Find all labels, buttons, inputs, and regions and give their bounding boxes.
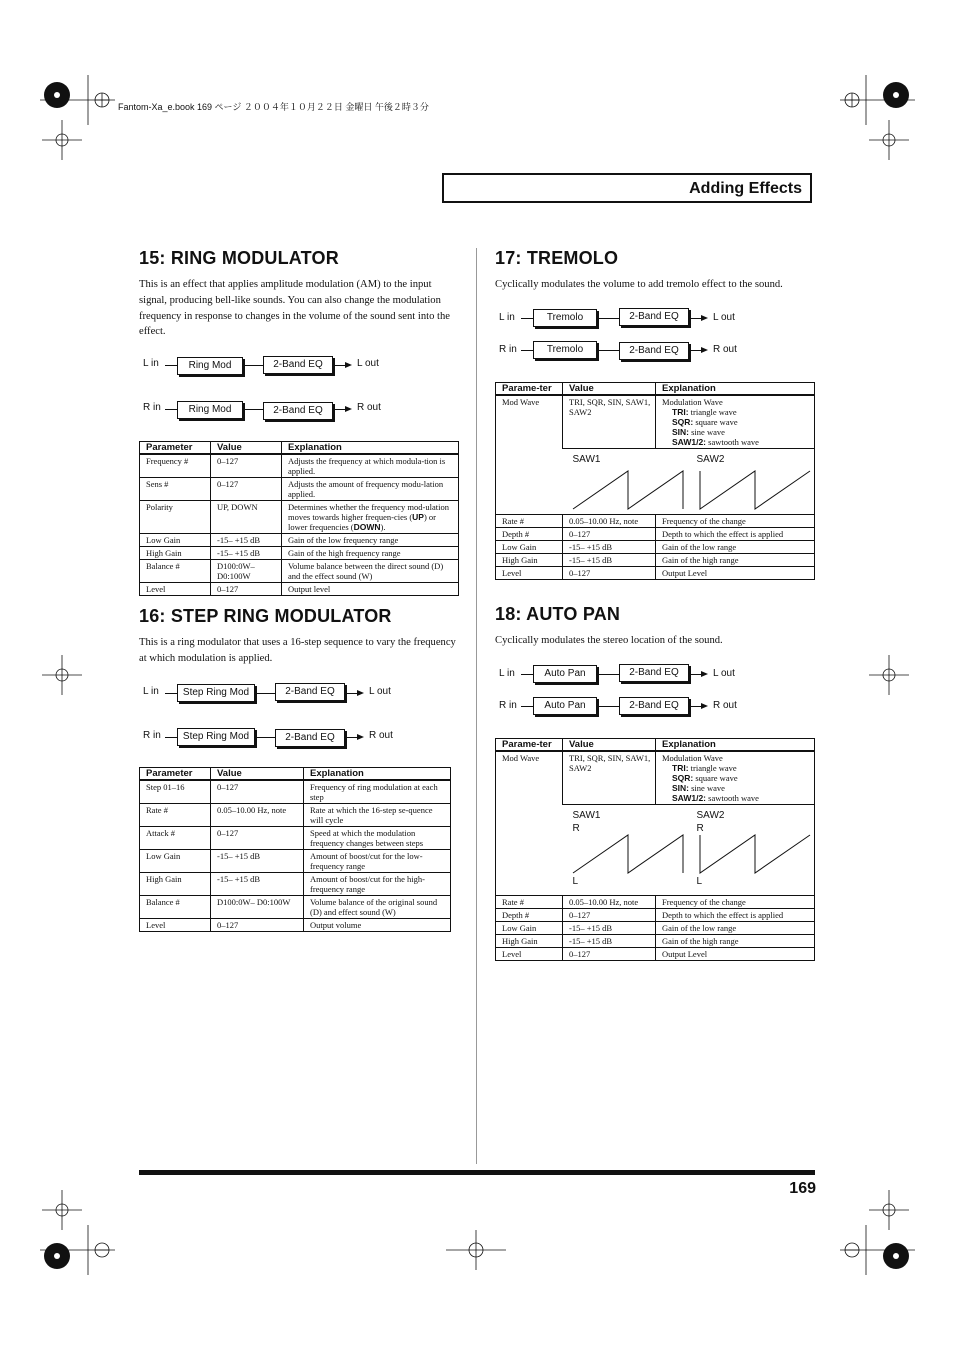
l-out-label: L out — [713, 312, 735, 323]
ring-mod-box-l: Ring Mod — [177, 357, 243, 375]
table-row: Level 0–127 Output volume — [140, 919, 451, 932]
r-out-label: R out — [369, 730, 393, 741]
eq-box-l: 2-Band EQ — [619, 308, 689, 326]
tremolo-diagram — [495, 305, 815, 375]
table-row: Level 0–127 Output Level — [496, 948, 815, 961]
col-parameter: Parameter — [140, 442, 211, 455]
tremolo-description: Cyclically modulates the volume to add tremolo effect to the sound. — [495, 279, 783, 290]
l-in-label: L in — [499, 312, 515, 323]
col-parameter: Parame-ter — [496, 383, 563, 396]
ring-mod-box-r: Ring Mod — [177, 401, 243, 419]
table-row: Balance # D100:0W– D0:100W Volume balance of the original sound (D) and effect sound (W) — [140, 896, 451, 919]
file-header: Fantom-Xa_e.book 169 ページ ２００４年１０月２２日 金曜日 午後２時３分 — [118, 102, 429, 112]
table-row: Polarity UP, DOWN Determines whether the frequency mod-ulation moves towards higher frequen-cies (UP) or lower frequencies (DOWN). — [140, 501, 459, 534]
step-ring-mod-title: 16: STEP RING MODULATOR — [139, 606, 392, 626]
table-row: High Gain -15– +15 dB Gain of the high frequency range — [140, 547, 459, 560]
table-row: Rate # 0.05–10.00 Hz, note Rate at which the 16-step se-quence will cycle — [140, 804, 451, 827]
r-out-label: R out — [713, 700, 737, 711]
step-ring-mod-diagram — [139, 680, 459, 760]
ring-mod-diagram — [139, 352, 459, 432]
eq-box-r: 2-Band EQ — [275, 729, 345, 747]
auto-pan-description: Cyclically modulates the stereo location of the sound. — [495, 635, 723, 646]
eq-box-l: 2-Band EQ — [275, 683, 345, 701]
table-row: Level 0–127 Output level — [140, 583, 459, 596]
col-value: Value — [563, 739, 656, 752]
step-ring-mod-box-r: Step Ring Mod — [177, 728, 255, 746]
col-explanation: Explanation — [656, 739, 815, 752]
table-row: Rate # 0.05–10.00 Hz, note Frequency of the change — [496, 896, 815, 909]
table-row: Low Gain -15– +15 dB Amount of boost/cut for the low-frequency range — [140, 850, 451, 873]
r-in-label: R in — [143, 402, 161, 413]
eq-box-r: 2-Band EQ — [619, 342, 689, 360]
table-row: High Gain -15– +15 dB Gain of the high range — [496, 935, 815, 948]
saw-wave-icon — [563, 449, 813, 514]
step-ring-mod-box-l: Step Ring Mod — [177, 684, 255, 702]
table-row: Low Gain -15– +15 dB Gain of the low frequency range — [140, 534, 459, 547]
l-in-label: L in — [143, 358, 159, 369]
r-in-label: R in — [499, 344, 517, 355]
eq-box-l: 2-Band EQ — [619, 664, 689, 682]
table-row: Attack # 0–127 Speed at which the modulation frequency changes between steps — [140, 827, 451, 850]
r-out-label: R out — [713, 344, 737, 355]
tremolo-box-r: Tremolo — [533, 341, 597, 359]
table-row: High Gain -15– +15 dB Amount of boost/cut for the high-frequency range — [140, 873, 451, 896]
ring-mod-table — [139, 441, 459, 596]
tremolo-box-l: Tremolo — [533, 309, 597, 327]
col-value: Value — [211, 442, 282, 455]
table-row: Step 01–16 0–127 Frequency of ring modulation at each step — [140, 780, 451, 804]
table-row: Frequency # 0–127 Adjusts the frequency at which modula-tion is applied. — [140, 454, 459, 478]
auto-pan-table — [495, 738, 815, 961]
l-in-label: L in — [143, 686, 159, 697]
table-row: High Gain -15– +15 dB Gain of the high range — [496, 554, 815, 567]
table-row: Rate # 0.05–10.00 Hz, note Frequency of the change — [496, 515, 815, 528]
col-value: Value — [211, 768, 304, 781]
footer-rule — [139, 1170, 815, 1175]
col-parameter: Parame-ter — [496, 739, 563, 752]
table-row: Sens # 0–127 Adjusts the amount of frequency modu-lation applied. — [140, 478, 459, 501]
auto-pan-diagram — [495, 661, 815, 731]
sawtooth-wave-figure: SAW1 SAW2 — [563, 449, 815, 514]
table-row: Mod Wave TRI, SQR, SIN, SAW1, SAW2 Modulation Wave TRI: triangle wave SQR: square wave SIN: sine wave SAW1/2: sawtooth wave — [496, 395, 815, 449]
col-explanation: Explanation — [304, 768, 451, 781]
r-in-label: R in — [143, 730, 161, 741]
step-ring-mod-description: This is a ring modulator that uses a 16-step sequence to vary the frequency at which modulation is applied. — [139, 637, 456, 664]
section-title: Adding Effects — [689, 180, 802, 197]
ring-mod-description: This is an effect that applies amplitude modulation (AM) to the input signal, producing bell-like sounds. You can also change the modulation frequency in response to changes in the volume of the sound sent into the effect. — [139, 279, 450, 338]
table-row: Mod Wave TRI, SQR, SIN, SAW1, SAW2 Modulation Wave TRI: triangle wave SQR: square wave SIN: sine wave SAW1/2: sawtooth wave — [496, 751, 815, 805]
table-row: Balance # D100:0W– D0:100W Volume balance between the direct sound (D) and the effect sound (W) — [140, 560, 459, 583]
ring-mod-title: 15: RING MODULATOR — [139, 248, 339, 268]
l-out-label: L out — [713, 668, 735, 679]
auto-pan-box-r: Auto Pan — [533, 697, 597, 715]
column-divider — [476, 248, 477, 1164]
table-row: Depth # 0–127 Depth to which the effect is applied — [496, 909, 815, 922]
page-number: 169 — [789, 1180, 816, 1197]
eq-box-r: 2-Band EQ — [263, 402, 333, 420]
tremolo-table — [495, 382, 815, 580]
eq-box-r: 2-Band EQ — [619, 697, 689, 715]
auto-pan-box-l: Auto Pan — [533, 665, 597, 683]
l-out-label: L out — [369, 686, 391, 697]
step-ring-mod-table — [139, 767, 451, 932]
section-header — [442, 173, 812, 203]
tremolo-title: 17: TREMOLO — [495, 248, 619, 268]
r-out-label: R out — [357, 402, 381, 413]
table-row: Depth # 0–127 Depth to which the effect is applied — [496, 528, 815, 541]
l-out-label: L out — [357, 358, 379, 369]
auto-pan-title: 18: AUTO PAN — [495, 604, 621, 624]
col-explanation: Explanation — [656, 383, 815, 396]
l-in-label: L in — [499, 668, 515, 679]
col-parameter: Parameter — [140, 768, 211, 781]
table-row: Low Gain -15– +15 dB Gain of the low range — [496, 922, 815, 935]
col-explanation: Explanation — [282, 442, 459, 455]
sawtooth-pan-figure: SAW1 SAW2 R R L L — [563, 805, 815, 895]
r-in-label: R in — [499, 700, 517, 711]
table-row: Level 0–127 Output Level — [496, 567, 815, 580]
saw-wave-icon — [563, 805, 813, 895]
table-row: Low Gain -15– +15 dB Gain of the low range — [496, 541, 815, 554]
eq-box-l: 2-Band EQ — [263, 356, 333, 374]
col-value: Value — [563, 383, 656, 396]
